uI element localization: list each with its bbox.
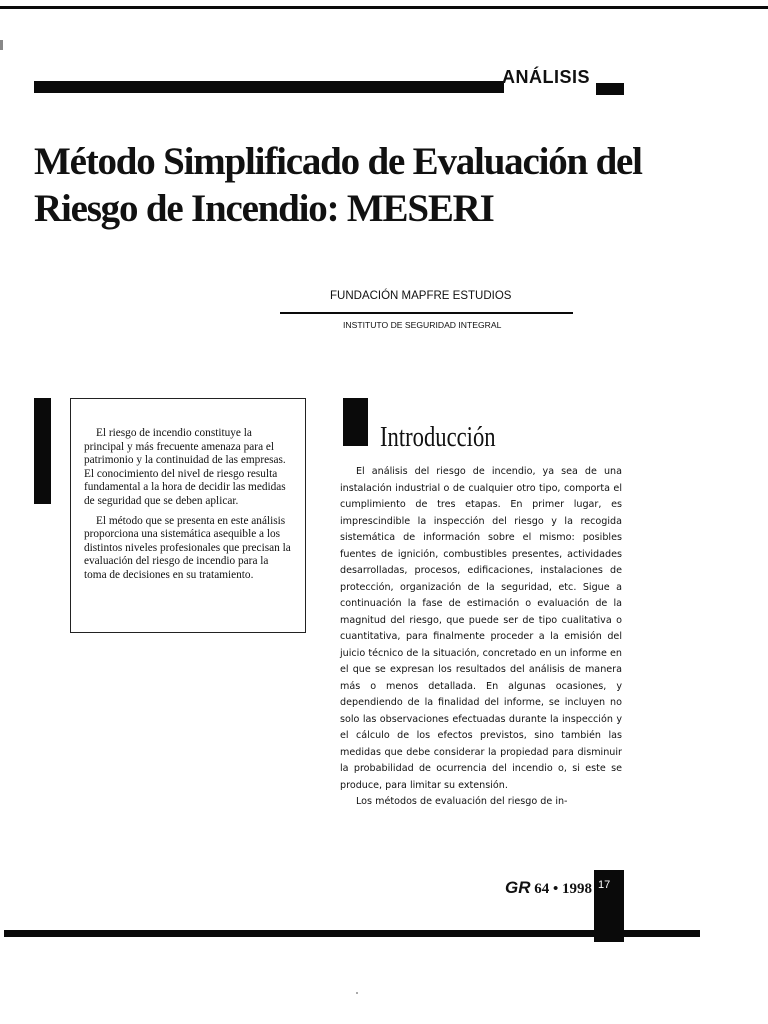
abstract-paragraph: El método que se presenta en este análisis proporciona una sistemática asequible a los distintos niveles profesionales que precisan la evaluación del riesgo de incendio para la toma de decisiones en su tratamiento. bbox=[84, 514, 291, 581]
journal-logo: GR bbox=[505, 878, 531, 897]
bottom-rule bbox=[4, 930, 700, 937]
journal-issue bbox=[505, 878, 592, 898]
intro-paragraph: Los métodos de evaluación del riesgo de in- bbox=[356, 796, 568, 807]
institute: INSTITUTO DE SEGURIDAD INTEGRAL bbox=[343, 320, 502, 330]
section-header-bar bbox=[34, 81, 504, 93]
author-rule bbox=[280, 312, 573, 314]
intro-heading: Introducción bbox=[380, 421, 496, 453]
article-title: Método Simplificado de Evaluación del Riesgo de Incendio: MESERI bbox=[34, 140, 642, 230]
abstract-text bbox=[84, 427, 292, 589]
section-label: ANÁLISIS bbox=[501, 67, 590, 87]
abstract-paragraph: El riesgo de incendio constituye la principal y más frecuente amenaza para el patrimonio y la continuidad de las empresas. El conocimiento del nivel de riesgo resulta fundamental a la hora de decidir las medidas de seguridad que se deben aplicar. bbox=[84, 427, 286, 507]
intro-heading-marker bbox=[343, 398, 368, 446]
scan-mark bbox=[0, 40, 3, 50]
section-header-bar-end bbox=[596, 83, 624, 95]
author: FUNDACIÓN MAPFRE ESTUDIOS bbox=[330, 290, 512, 302]
intro-body bbox=[340, 464, 622, 811]
top-border-line bbox=[0, 6, 768, 9]
journal-issue-text: 64 • 1998 bbox=[534, 881, 593, 897]
abstract-side-bar bbox=[34, 398, 51, 504]
bottom-scan-dot bbox=[356, 992, 358, 994]
intro-paragraph: El análisis del riesgo de incendio, ya sea de una instalación industrial o de cualquier otro tipo, comporta el cumplimiento de tres etapas. En primer lugar, es imprescindible la inspección del riesgo y la recogida sistemática de información sobre el mismo: posibles fuentes de ignición, combustibles presentes, actividades desarrolladas, procesos, edificaciones, instalaciones de protección, organización de la seguridad, etc. Sigue a continuación la fase de estimación o evaluación de la magnitud del riesgo, que puede ser de tipo cualitativa o cuantitativa, para finalmente proceder a la emisión del juicio técnico de la situación, concretado en un informe en el que se expresan los resultados del análisis de manera más o menos detallada. En algunas ocasiones, y dependiendo de la finalidad del informe, se incluyen no solo las observaciones efectuadas durante la inspección y el cálculo de los efectos previstos, sino también las medidas que debe considerar la propiedad para disminuir la probabilidad de ocurrencia del incendio o, si este se produce, para limitar su extensión. bbox=[340, 466, 622, 791]
page-number: 17 bbox=[598, 879, 611, 891]
